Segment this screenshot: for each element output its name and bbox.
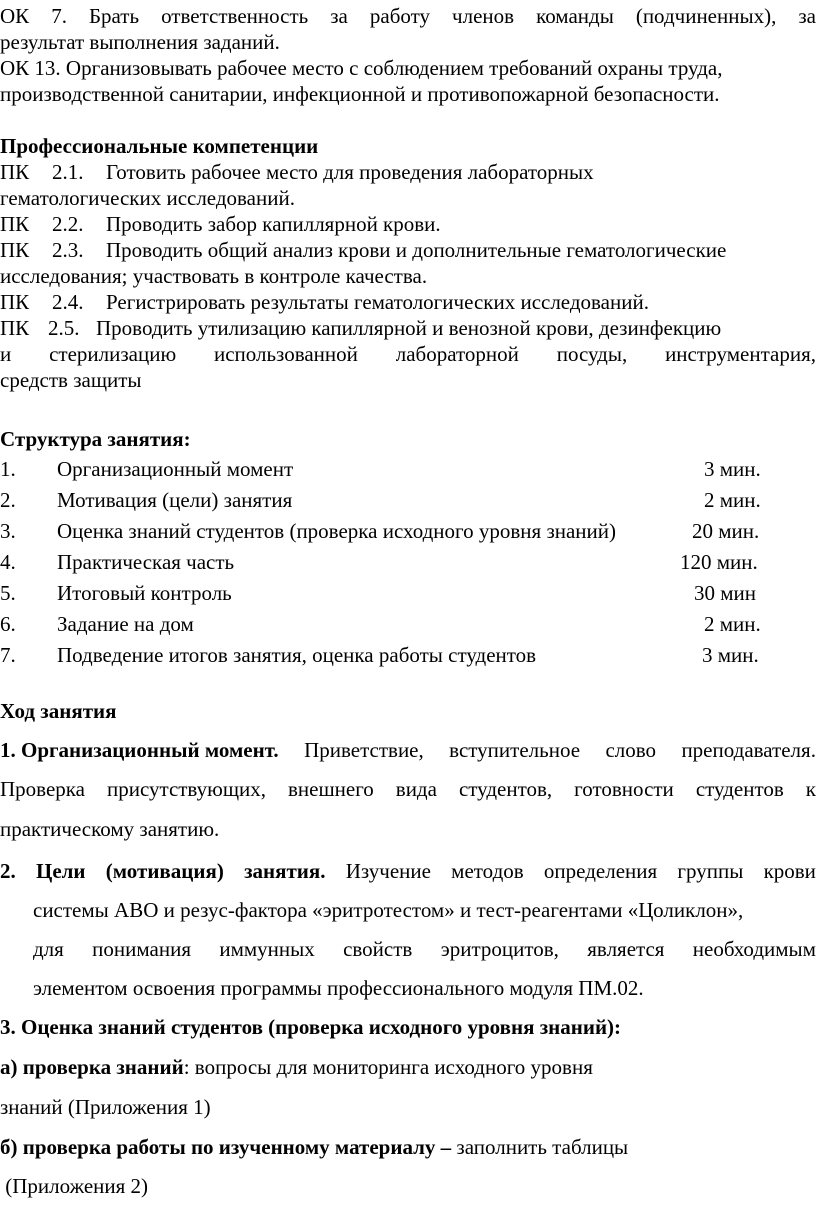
ok7-word: за — [798, 4, 816, 28]
pk25-cont — [0, 340, 816, 368]
pk22-line — [0, 210, 441, 238]
section-2-word: понимания — [92, 937, 191, 961]
pk-text: Проводить забор капиллярной крови. — [106, 212, 441, 236]
ok7-word: 7. — [51, 4, 67, 28]
structure-item-num: 4. — [0, 550, 16, 574]
pk-code: ПК — [0, 160, 30, 184]
pk-heading: Профессиональные компетенции — [0, 134, 319, 158]
section-1-word: вида — [395, 777, 437, 801]
structure-item-duration: 2 мин. — [704, 488, 761, 512]
ok7-word: работу — [369, 4, 431, 28]
section-1-word: готовности — [574, 777, 674, 801]
pk21-cont: гематологических исследований. — [0, 186, 295, 210]
section-3a-line — [0, 1053, 593, 1081]
ok7-word: ОК — [0, 4, 30, 28]
section-1-word: Проверка — [0, 777, 85, 801]
pk21-line — [0, 158, 594, 186]
section-2-word: иммунных — [219, 937, 315, 961]
section-1-line-2 — [0, 775, 816, 803]
structure-item-text: Итоговый контроль — [57, 581, 232, 605]
pk25-line — [0, 314, 721, 342]
section-2-word: крови — [763, 859, 816, 883]
pk-text: Проводить общий анализ крови и дополнительные гематологические — [106, 238, 727, 262]
pk-text: Проводить утилизацию капиллярной и венозной крови, дезинфекцию — [96, 316, 722, 340]
structure-item-duration: 3 мин. — [702, 643, 759, 667]
section-1-word: студентов — [695, 777, 784, 801]
section-3b-cont: (Приложения 2) — [0, 1174, 149, 1198]
pk-code: ПК — [0, 290, 30, 314]
section-1-line-1 — [0, 736, 816, 764]
ok7-word: (подчиненных), — [635, 4, 777, 28]
pk-code: ПК — [0, 238, 30, 262]
ok13-line-2: производственной санитарии, инфекционной и противопожарной безопасности. — [0, 82, 720, 106]
section-3b-line — [0, 1133, 628, 1161]
section-1-word: студентов, — [458, 777, 553, 801]
section-2-number: 2. — [0, 859, 16, 883]
section-2-word: методов — [451, 859, 524, 883]
structure-item-num: 3. — [0, 519, 16, 543]
pk-text: Готовить рабочее место для проведения лабораторных — [106, 160, 594, 184]
pk-number: 2.2. — [52, 212, 84, 236]
pk-code: ПК — [0, 316, 30, 340]
section-3a-cont: знаний (Приложения 1) — [0, 1095, 211, 1119]
pk-text: Регистрировать результаты гематологических исследований. — [106, 290, 649, 314]
section-3b-label: б) проверка работы по изученному материалу – — [0, 1135, 452, 1159]
structure-item-text: Оценка знаний студентов (проверка исходного уровня знаний) — [57, 519, 617, 543]
pk-number: 2.3. — [52, 238, 84, 262]
section-2-word: определения — [543, 859, 658, 883]
section-2-word: Изучение — [345, 859, 431, 883]
structure-item-text: Практическая часть — [57, 550, 235, 574]
pk25-word: и — [0, 342, 12, 366]
section-2-line-2: системы АВО и резус-фактора «эритротестом» и тест-реагентами «Цоликлон», — [33, 898, 744, 922]
structure-item-duration: 3 мин. — [704, 457, 761, 481]
section-2-word: необходимым — [692, 937, 816, 961]
structure-item-num: 7. — [0, 643, 16, 667]
structure-item-num: 6. — [0, 612, 16, 636]
section-1-word: Приветствие, — [304, 738, 424, 762]
pk25-word: стерилизацию — [49, 342, 177, 366]
section-2-word: свойств — [343, 937, 413, 961]
pk-code: ПК — [0, 212, 30, 236]
pk24-line — [0, 288, 649, 316]
pk-number: 2.4. — [52, 290, 84, 314]
pk-number: 2.5. — [48, 316, 80, 340]
section-2-title-word: Цели — [35, 859, 86, 883]
section-3b-text: заполнить таблицы — [451, 1135, 629, 1159]
pk25-cont-2: средств защиты — [0, 368, 142, 392]
pk23-cont: исследования; участвовать в контроле качества. — [0, 264, 428, 288]
section-2-word: является — [587, 937, 665, 961]
section-3-title: 3. Оценка знаний студентов (проверка исходного уровня знаний): — [0, 1015, 622, 1039]
ok7-line-2: результат выполнения заданий. — [0, 30, 280, 54]
section-1-word: преподавателя. — [681, 738, 816, 762]
ok13-line-1: ОК 13. Организовывать рабочее место с соблюдением требований охраны труда, — [0, 56, 723, 80]
section-1-line-3: практическому занятию. — [0, 817, 220, 841]
section-2-title-word: (мотивация) — [105, 859, 224, 883]
section-2-line-1 — [0, 857, 816, 885]
ok7-word: членов — [452, 4, 515, 28]
structure-item-duration: 2 мин. — [704, 612, 761, 636]
section-2-title-word: занятия. — [244, 859, 326, 883]
section-2-word: для — [33, 937, 64, 961]
structure-item-duration: 30 мин — [694, 581, 757, 605]
ok7-word: команды — [536, 4, 614, 28]
pk25-word: лабораторной — [395, 342, 519, 366]
structure-item-text: Задание на дом — [57, 612, 194, 636]
pk-number: 2.1. — [52, 160, 84, 184]
ok7-word: Брать — [88, 4, 140, 28]
section-3a-label: а) проверка знаний — [0, 1055, 184, 1079]
section-2-word: группы — [677, 859, 744, 883]
course-heading: Ход занятия — [0, 699, 117, 723]
structure-item-num: 2. — [0, 488, 16, 512]
structure-item-text: Подведение итогов занятия, оценка работы студентов — [57, 643, 537, 667]
pk25-word: посуды, — [556, 342, 628, 366]
structure-item-num: 5. — [0, 581, 16, 605]
pk23-line — [0, 236, 726, 264]
structure-item-duration: 120 мин. — [680, 550, 758, 574]
section-2-line-3 — [33, 935, 816, 963]
ok7-word: ответственность — [161, 4, 309, 28]
pk25-word: инструментария, — [665, 342, 816, 366]
section-1-word: присутствующих, — [106, 777, 266, 801]
section-3a-text: : вопросы для мониторинга исходного уровня — [183, 1055, 593, 1079]
ok7-line-1 — [0, 2, 816, 30]
section-1-word: к — [805, 777, 816, 801]
section-1-title: 1. Организационный момент. — [0, 738, 279, 762]
section-1-word: внешнего — [287, 777, 374, 801]
structure-item-num: 1. — [0, 457, 16, 481]
section-1-word: вступительное — [449, 738, 581, 762]
structure-item-duration: 20 мин. — [692, 519, 760, 543]
structure-heading: Структура занятия: — [0, 427, 191, 451]
section-1-word: слово — [605, 738, 657, 762]
ok7-word: за — [330, 4, 348, 28]
structure-item-text: Организационный момент — [57, 457, 294, 481]
section-2-line-4: элементом освоения программы профессионального модуля ПМ.02. — [33, 976, 644, 1000]
structure-item-text: Мотивация (цели) занятия — [57, 488, 293, 512]
section-2-word: эритроцитов, — [440, 937, 559, 961]
pk25-word: использованной — [213, 342, 358, 366]
